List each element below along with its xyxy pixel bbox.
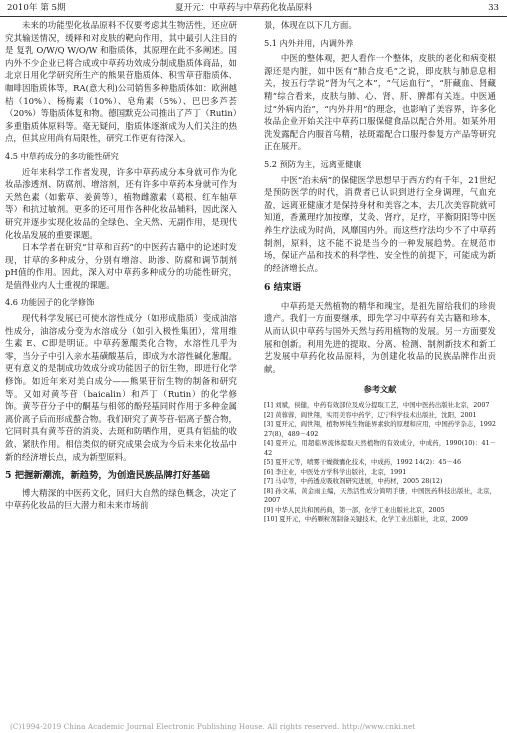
left-column	[5, 19, 237, 512]
reference-list	[264, 401, 496, 525]
reference-item: [3] 夏开元，阎世翔，植物界纯生物能界素软的原理和应用，中国药学杂志，1992 27(8)，489－492	[264, 420, 496, 438]
references-title: 参考文献	[363, 384, 397, 395]
copyright-watermark: (C)1994-2019 China Academic Journal Electronic Publishing House. All rights reserved. http://www.cnki.net	[10, 722, 416, 731]
reference-item: [4] 夏开元，用超临界流体提取天然植物的有效成分，中成药，1990(10)：41－42	[264, 439, 496, 457]
section-heading-4-5: 4.5 中草药成分的多功能性研究	[5, 150, 119, 161]
reference-item: [8] 孙文基，黄金雨主编，天然活性成分简明手册，中国医药科技出版社，北京，2007	[264, 486, 496, 505]
reference-item: [2] 黄蓉蓉，阎世翔，实用美容中药学，辽宁科学技术出版社，沈阳，2001	[264, 410, 477, 419]
running-title: 夏开元：中草药与中草药化妆品原料	[175, 3, 313, 13]
section-heading-5-2: 5.2 预防为主，远离亚健康	[264, 158, 362, 169]
paragraph: 现代科学发展已可使水溶性成分（如形成脂质）变成油溶性成分，油溶成分变为水溶成分（如引入极性集团），常用维生素 E、C即是明证。中草药葱醌类化合物，水溶性几乎为零，当分子中引入亲水基磺酸基后，即成为水溶性碱化葱醌。更有意义的是制成功效成分或功能因子的衍生物，即进行化学修饰。如近年来对美白成分——熊果苷衍生物的制备和研究等。又如对黄芩苷（baicalin）和芦丁（Rutin）的化学修饰。黄芩苷分子中的酮基与相邻的酚羟基同时作用于多种金属离价离子后而形成螯合物。我们研究了黄芩苷-铝离子螯合物，它同时具有黄芩苷的消炎、去斑和防晒作用，更具有铝盐的收敛、紧肤作用。相信类似的研究成果会成为今后未来化妆品中新的经济增长点，成为新型原料。	[5, 313, 237, 462]
section-heading-6: 6 结束语	[264, 282, 302, 294]
reference-item: [5] 夏开元等，喷雾干燥微囊化技术，中成药，1992 14(2)：45－46	[264, 458, 462, 467]
paragraph: 中医的整体观，把人看作一个整体，皮肤的老化和病变根源还是内脏，如中医有“肺合皮毛”之说，即皮肤与肺息息相关，按五行学说“肾为气之本”，“气运血行”，“肝藏血、肾藏精”综合看来，皮肤与肺、心、肾、肝、脾都有关连。中医通过“外病内治”，“内外并用”的理念，也影响了美容界，许多化妆品企业开始关注中草药口服保健食品以配合外用。如某外用洗发露配合内服首乌精，祛斑霜配合口服丹参复方产品等研究正在展开。	[264, 53, 496, 152]
section-heading-5-1: 5.1 内外并用，内调外养	[264, 37, 354, 48]
page-header	[0, 0, 507, 17]
paragraph: 景，体现在以下几方面。	[264, 20, 357, 30]
paragraph: 中医“治未病”的保健医学思想早于西方约有千年，21世纪是预防医学的时代，消费者已认识到进行全身调理，气血充盈，远离亚健康才是保持身材和美容之本，去几次美容院就可知道，香薰理疗加按摩，艾灸、肾疗，足疗，平衡阴阳等中医养生疗法成为时尚，风靡国内外。而这些疗法均少不了中草药制剂，原料，这不能不说是当今的一种发展趋势。在规范市场，保证产品和技术的科学性、安全性的前提下，可能成为新的经济增长点。	[264, 174, 496, 273]
reference-item: [6] 李庄业，中医处方学科学出版社，北京，1991	[264, 467, 407, 476]
reference-item: [10] 夏开元，中药颗粒剂制备关键技术，化学工业出版社，北京，2009	[264, 515, 468, 524]
issue-label: 2010年 第 5期	[7, 3, 66, 13]
paragraph: 中草药是天然植物的精华和瑰宝，是祖先留给我们的珍贵遗产。我们一方面要继承，即先学习中草药有关古籍和珍本，从而认识中草药与国外天然与药用植物的发展。另一方面要发展和创新。利用先进的提取、分离、检测、制剂新技术和新工艺发展中草药化妆品原料，为创建化妆品的民族品牌作出贡献。	[264, 300, 496, 374]
reference-item: [7] 马卓等，中药透皮吸收剂研究进展，中药材，2005 28(12)	[264, 477, 443, 486]
section-heading-5: 5 把握新潮流，新趋势，为创造民族品牌打好基础	[5, 470, 210, 482]
paragraph: 博大精深的中医药文化，回归大自然的绿色概念，决定了中草药化妆品的巨大潜力和未来市场前	[5, 487, 237, 511]
paragraph: 日本学者在研究“甘草和百药”的中医药古籍中的论述时发现，甘草的多种成分，分别有增溶、助渗、防腐和调节制剂 pH值的作用。因此，深入对中草药多种成分的功能性研究，是值得业内人士重视的课题。	[5, 242, 237, 290]
right-column	[264, 19, 496, 525]
paragraph: 近年来科学工作者发现，许多中草药成分本身就可作为化妆品渗透剂、防腐剂、增溶剂，还有许多中草药本身就可作为天然色素（如紫草、姜黄等），植物雌激素（葛根、红车轴草等）和抗过敏剂。更多的还可用作各种化妆品辅料，因此深入研究并逐步实现化妆品的全绿色、全天然、无副作用，是现代化妆品发展的重要课题。	[5, 166, 237, 240]
reference-item: [1] 刘斌，侯健，中药有效部位及成分提取工艺，中国中医药出版社北京，2007	[264, 401, 490, 410]
reference-item: [9] 中华人民共和国药典，第一部，化学工业出版社北京，2005	[264, 505, 445, 514]
paragraph: 未来的功能型化妆品原料不仅要考虑其生物活性，还应研究其输送情况，缓释和对皮肤的靶向作用，其中最引人注目的是 复乳 O/W/Q W/O/W 和脂质体，其原理在此不多阐述。国内外不少企业已将合成或中草药功效成分制成脂质体商品，如北京日用化学研究所生产的熊果苷脂质体、积雪草苷脂质体、咖啡因脂质体等，RA(意大利)公司销售多种脂质体如：欧洲越桔（10%）、杨梅素（10%）、皂角素（5%）、巴巴多芦荟（20%）等脂质体复和物。德国默克公司推出了芦丁（Rutin）多重脂质体原料等。毫无疑问，脂质体逐渐成为人们关注的热点，但其应用尚有局限性，研究工作更有待深入。	[5, 20, 237, 144]
page-number: 33	[488, 3, 499, 13]
section-heading-4-6: 4.6 功能因子的化学修饰	[5, 297, 95, 308]
